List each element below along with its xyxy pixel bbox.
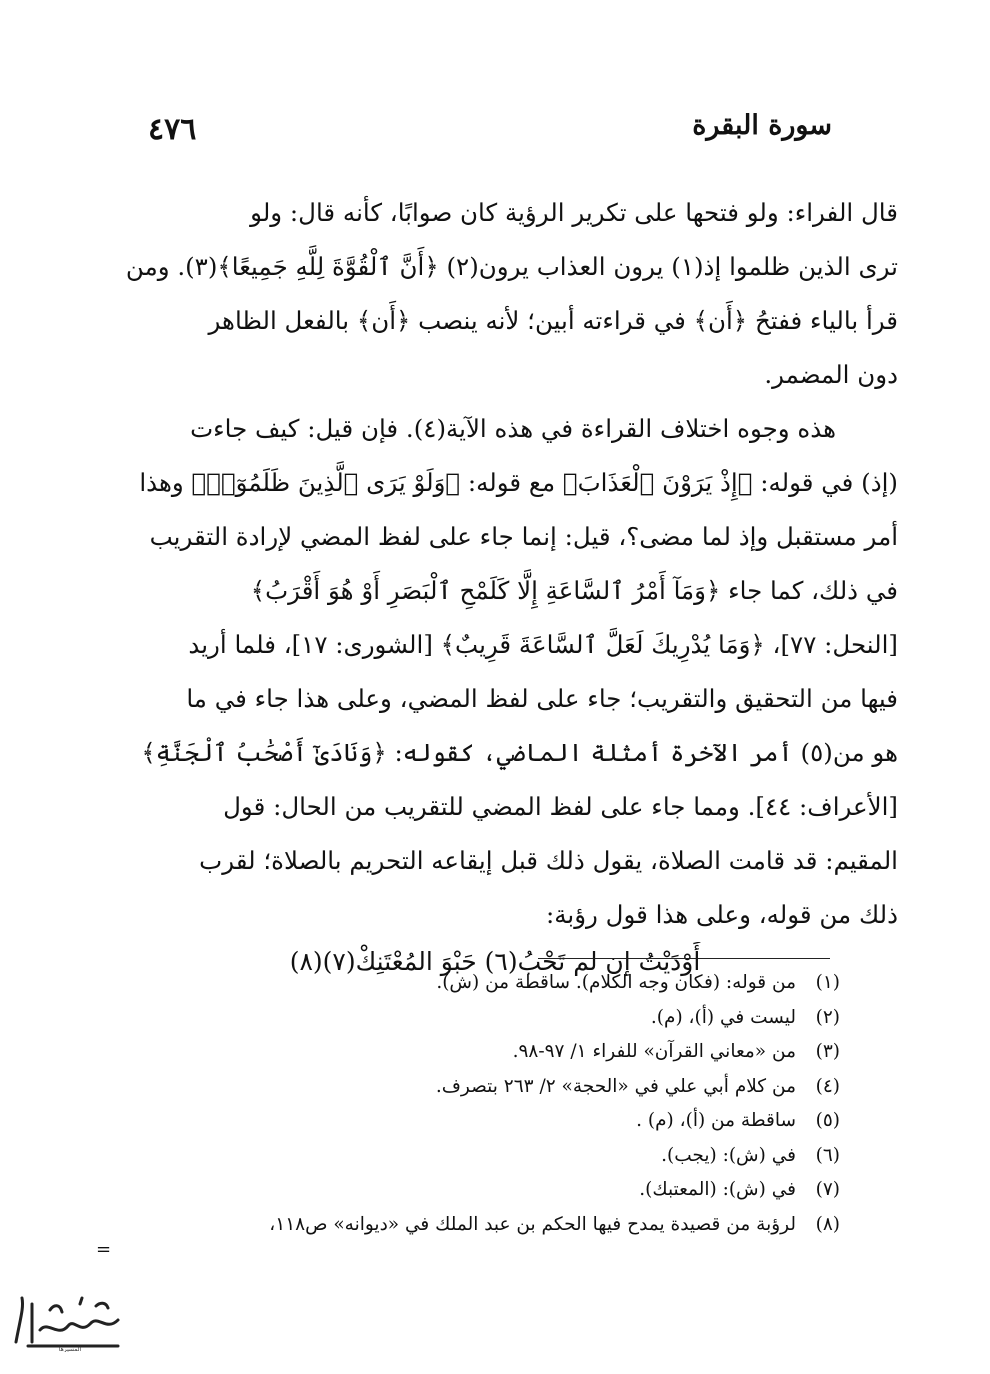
surah-title: سورة البقرة <box>692 110 832 141</box>
body-line: هذه وجوه اختلاف القراءة في هذه الآية(٤). فإن قيل: كيف جاءت <box>190 414 836 443</box>
footnote-number: (٨) <box>815 1213 840 1235</box>
body-line: [النحل: ٧٧]، ﴿وَمَا يُدْرِيكَ لَعَلَّ ٱلسَّاعَةَ قَرِيبٌ﴾ [الشورى: ١٧]، فلما أريد <box>188 630 898 659</box>
footnote-number: (٣) <box>815 1041 840 1062</box>
continuation-mark: = <box>96 1239 112 1260</box>
footnote-text: في (ش): (يجب). <box>661 1144 796 1166</box>
footnote-text: من «معاني القرآن» للفراء ١/ ٩٧-٩٨. <box>512 1041 796 1062</box>
footnote-separator <box>538 958 830 959</box>
body-line: هو من(٥) أمر الآخرة أمثلة الماضي، كقوله: ﴿وَنَادَىٰٓ أَصْحَٰبُ ٱلْجَنَّةِ﴾ <box>141 738 898 767</box>
footnote-text: من كلام أبي علي في «الحجة» ٢/ ٢٦٣ بتصرف. <box>435 1075 796 1097</box>
footnote <box>90 1070 840 1105</box>
body-line: المقيم: قد قامت الصلاة، يقول ذلك قبل إيقاعه التحريم بالصلاة؛ لقرب <box>199 846 898 875</box>
body-line: (إذ) في قوله: ﴿إِذْ يَرَوْنَ ٱلْعَذَابَ﴾ مع قوله: ﴿وَلَوْ يَرَى ٱلَّذِينَ ظَلَمُوٓا۟﴾ وهذا <box>139 468 898 497</box>
footnote-number: (٦) <box>815 1144 840 1166</box>
body-line: [الأعراف: ٤٤]. ومما جاء على لفظ المضي للتقريب من الحال: قول <box>223 792 898 821</box>
footnote <box>90 1208 840 1243</box>
body-line: أمر مستقبل وإذ لما مضى؟، قيل: إنما جاء على لفظ المضي لإرادة التقريب <box>149 522 898 551</box>
poem-line: أَوْدَيْتُ إن لم تَحْبُ(٦) حَبْوَ المُعْتَنِكْ(٧)(٨) <box>289 947 701 976</box>
footnote-number: (١) <box>815 972 840 993</box>
body-line: في ذلك، كما جاء ﴿وَمَآ أَمْرُ ٱلسَّاعَةِ إِلَّا كَلَمْحِ ٱلْبَصَرِ أَوْ هُوَ أَقْرَبُ﴾ <box>250 576 898 605</box>
footnote <box>90 1104 840 1139</box>
body-text <box>92 186 898 986</box>
body-line: قال الفراء: ولو فتحها على تكرير الرؤية كان صوابًا، كأنه قال: ولو <box>250 198 898 227</box>
footnote-text: ساقطة من (أ)، (م) . <box>636 1110 796 1131</box>
footnote-text: ليست في (أ)، (م). <box>650 1006 796 1028</box>
body-line: ذلك من قوله، وعلى هذا قول رؤبة: <box>545 900 898 929</box>
body-line: ترى الذين ظلموا إذ(١) يرون العذاب يرون(٢) ﴿أَنَّ ٱلْقُوَّةَ لِلَّهِ جَمِيعًا﴾(٣). ومن <box>125 252 898 281</box>
page-header <box>148 106 832 152</box>
footnote-number: (٥) <box>815 1110 840 1131</box>
body-line: فيها من التحقيق والتقريب؛ جاء على لفظ المضي، وعلى هذا جاء في ما <box>186 684 898 713</box>
footnote-number: (٧) <box>815 1179 840 1200</box>
footnote-number: (٢) <box>815 1006 840 1028</box>
body-line: قرأ بالياء ففتحُ ﴿أَن﴾ في قراءته أبين؛ لأنه ينصب ﴿أَن﴾ بالفعل الظاهر <box>208 306 898 335</box>
footnote <box>90 1173 840 1208</box>
footnote-text: من قوله: (فكان وجه الكلام). ساقطة من (ش). <box>436 972 796 993</box>
footnote-text: لرؤبة من قصيدة يمدح فيها الحكم بن عبد الملك في «ديوانه» ص١١٨، <box>269 1213 796 1235</box>
almoshahar-logo-icon <box>10 1290 128 1352</box>
svg-text:المسيرها: المسيرها <box>58 1346 82 1352</box>
footnote-number: (٤) <box>815 1075 840 1097</box>
footnote <box>90 1035 840 1070</box>
footnote <box>90 966 840 1001</box>
footnote-text: في (ش): (المعتبك). <box>639 1179 796 1200</box>
footnote <box>90 1001 840 1036</box>
body-line: دون المضمر. <box>764 360 898 389</box>
page-number: ٤٧٦ <box>148 112 197 147</box>
footnotes <box>90 966 840 1242</box>
footnote <box>90 1139 840 1174</box>
